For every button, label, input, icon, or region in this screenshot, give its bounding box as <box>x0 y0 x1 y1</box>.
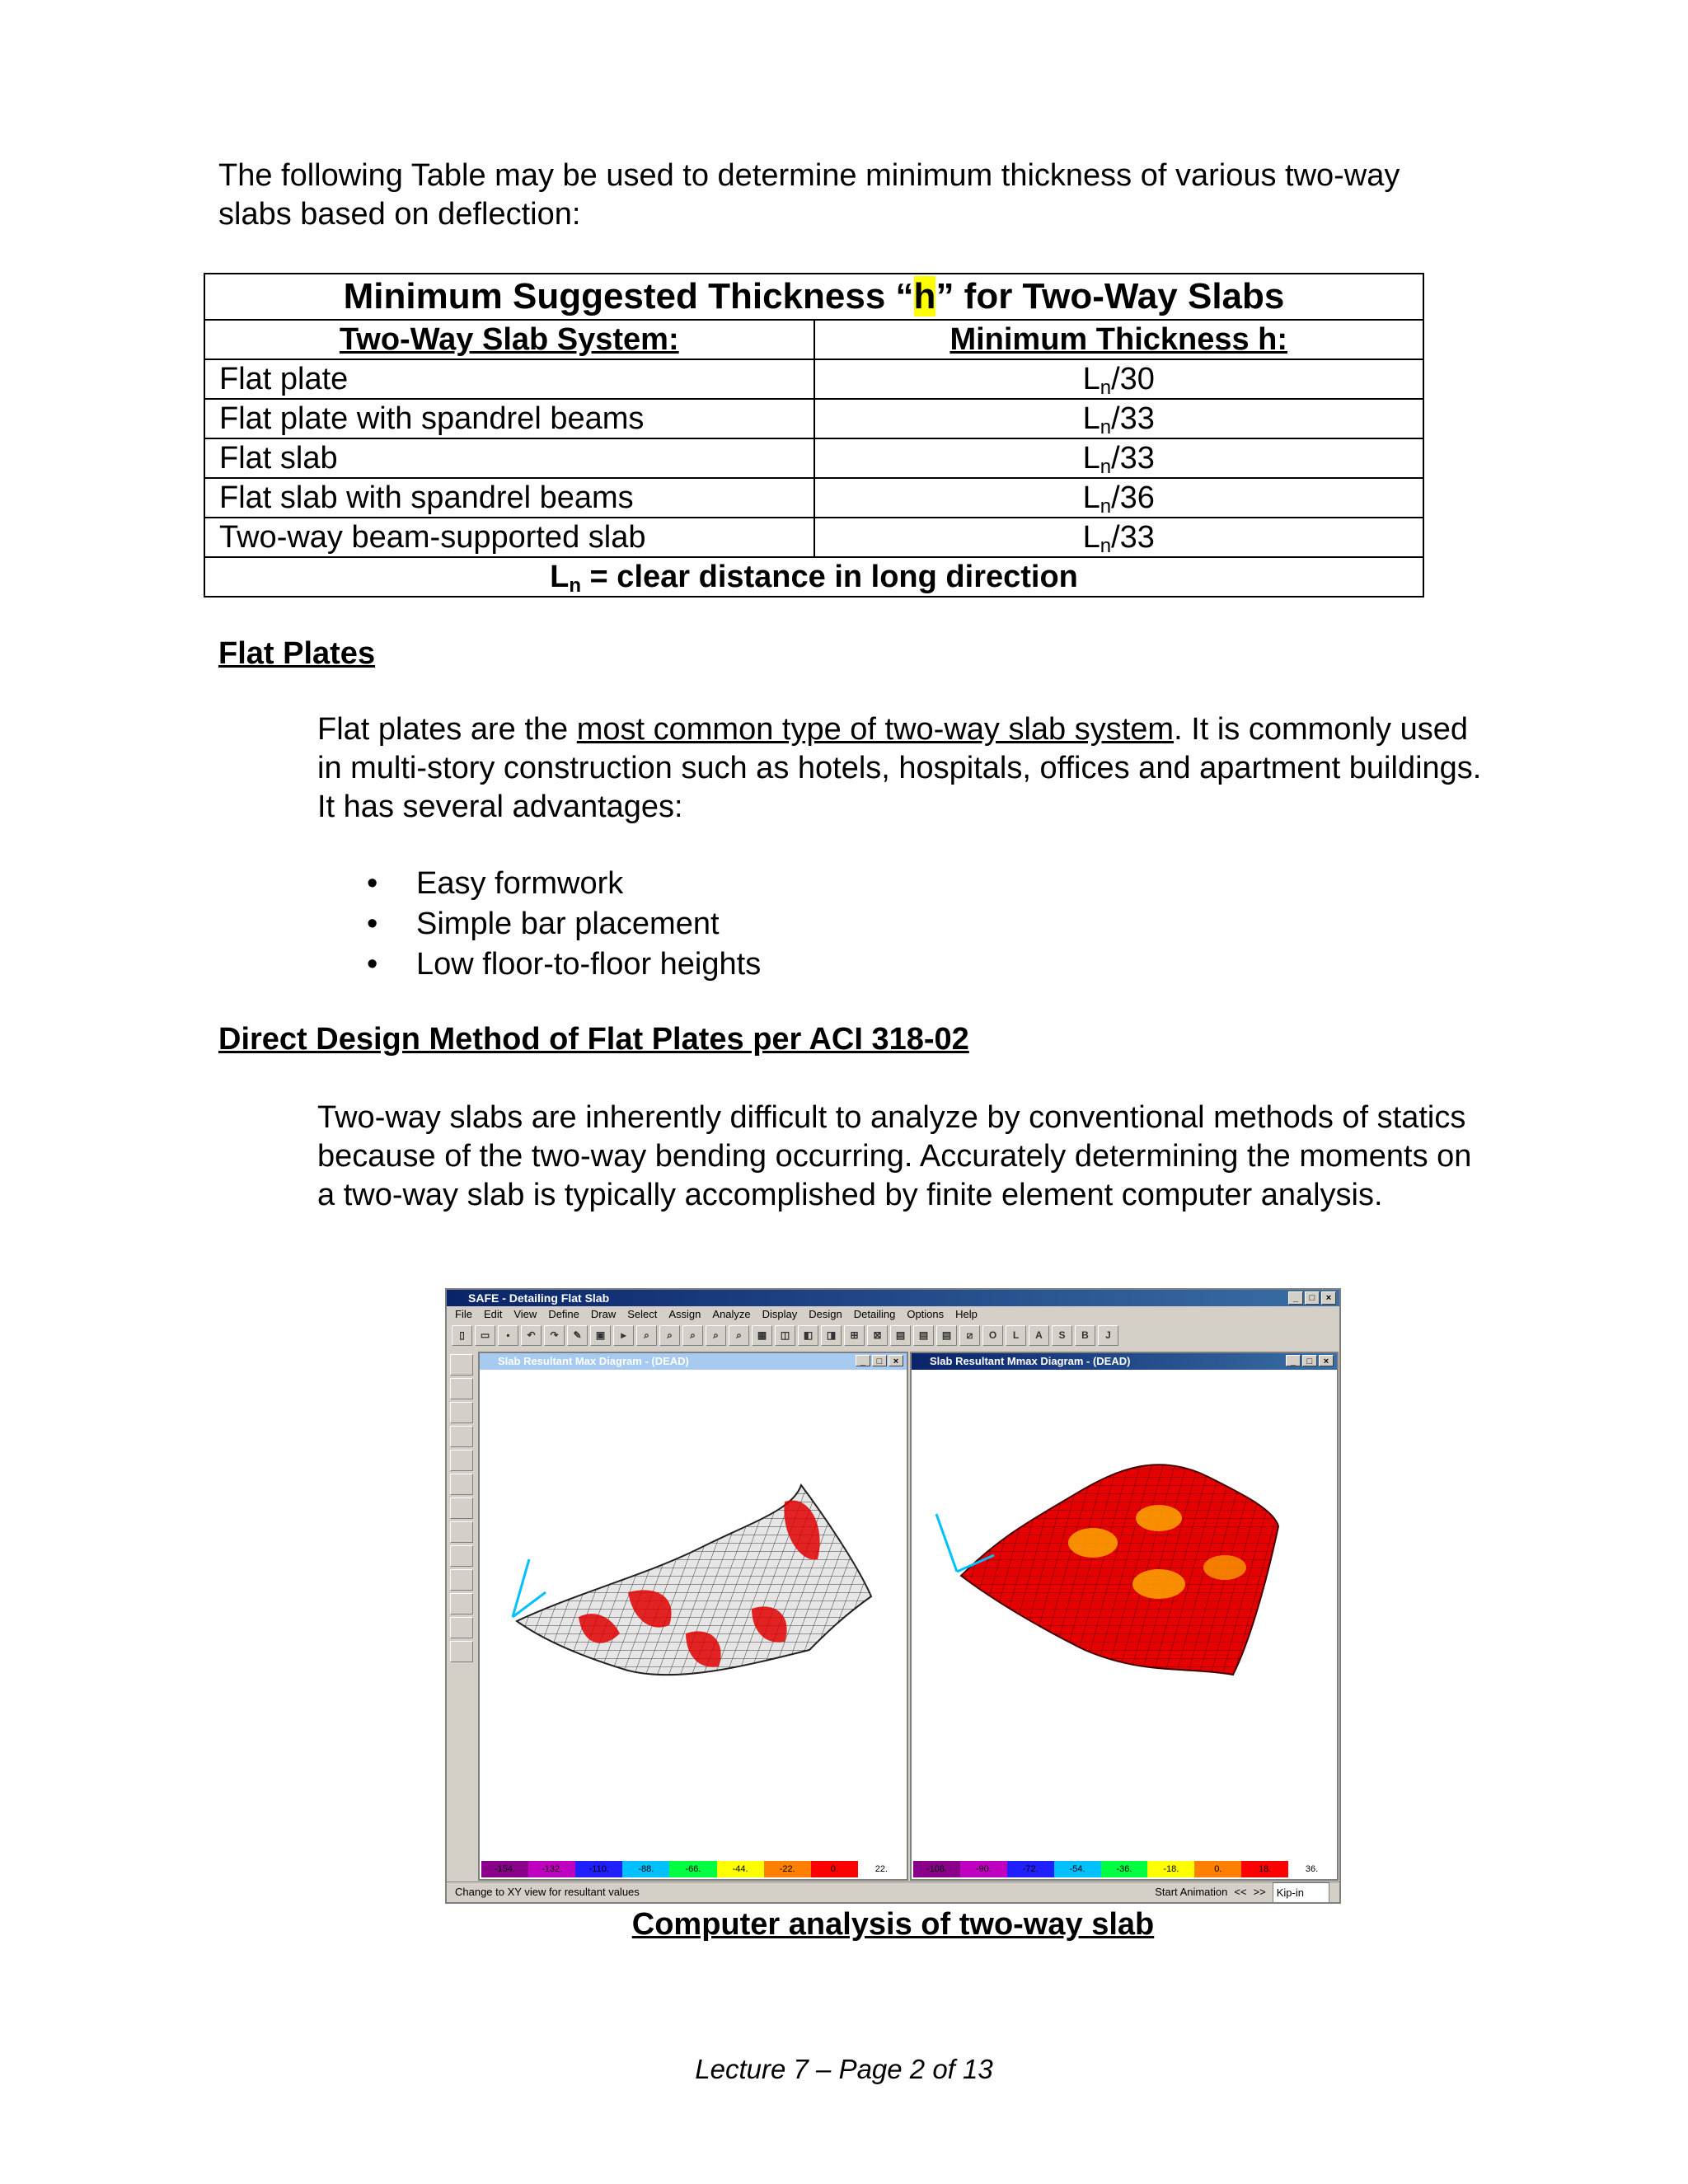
strip-icon[interactable] <box>450 1545 473 1567</box>
draw-wall-icon[interactable] <box>450 1521 473 1543</box>
safe-screenshot <box>445 1288 1341 1904</box>
pan-icon[interactable]: ⌕ <box>729 1325 749 1346</box>
zoom-window-icon[interactable]: ⌕ <box>636 1325 657 1346</box>
minimize-icon: _ <box>1286 1355 1301 1366</box>
menu-file[interactable]: File <box>455 1308 472 1320</box>
refresh-icon[interactable]: ▦ <box>752 1325 772 1346</box>
window-title: Slab Resultant Mmax Diagram - (DEAD) _ □ × <box>912 1353 1337 1370</box>
menu-select[interactable]: Select <box>627 1308 658 1320</box>
app-titlebar: SAFE - Detailing Flat Slab _ □ × <box>447 1290 1339 1306</box>
left-toolbar <box>448 1352 475 1884</box>
menu-analyze[interactable]: Analyze <box>712 1308 751 1320</box>
menu-draw[interactable]: Draw <box>590 1308 617 1320</box>
draw-beam-icon[interactable] <box>450 1497 473 1519</box>
col-header-system: Two-Way Slab System: <box>204 320 814 359</box>
menu-options[interactable]: Options <box>907 1308 945 1320</box>
tool-l-icon[interactable]: L <box>1006 1325 1026 1346</box>
diagonal-icon[interactable]: ⧄ <box>959 1325 980 1346</box>
zoom-out-icon[interactable]: ⌕ <box>682 1325 703 1346</box>
menu-assign[interactable]: Assign <box>668 1308 701 1320</box>
maximize-icon[interactable]: □ <box>1305 1291 1320 1305</box>
color-legend-1: -154. -132. -110. -88. -66. -44. -22. 0. 22. <box>481 1861 905 1877</box>
maximize-icon: □ <box>872 1355 887 1366</box>
table-row: Flat slab with spandrel beams $L_n/36$ <box>204 478 1423 518</box>
menu-define[interactable]: Define <box>548 1308 579 1320</box>
reshape-icon[interactable] <box>450 1378 473 1399</box>
window-title: Slab Resultant Max Diagram - (DEAD) _ □ × <box>480 1353 907 1370</box>
close-icon[interactable]: × <box>1321 1291 1336 1305</box>
draw-point-icon[interactable] <box>450 1402 473 1423</box>
lock-icon[interactable]: ▣ <box>590 1325 611 1346</box>
slab-mesh-plot-2 <box>912 1370 1337 1864</box>
col-header-thickness: Minimum Thickness h: <box>814 320 1424 359</box>
tool-a-icon[interactable]: A <box>1029 1325 1049 1346</box>
close-icon: × <box>1319 1355 1334 1366</box>
zoom-prev-icon[interactable]: ⌕ <box>706 1325 726 1346</box>
draw-area-icon[interactable] <box>450 1450 473 1471</box>
grid-icon[interactable]: ⊞ <box>844 1325 865 1346</box>
advantages-list <box>367 864 761 985</box>
pointer-icon[interactable] <box>450 1354 473 1376</box>
select-icon[interactable]: ⊠ <box>867 1325 888 1346</box>
flat-plates-heading: Flat Plates <box>218 636 376 671</box>
zoom-in-icon[interactable]: ⌕ <box>659 1325 680 1346</box>
view-plan-icon[interactable]: ◨ <box>821 1325 842 1346</box>
table-row: Flat plate $L_n/30$ <box>204 359 1423 399</box>
status-bar: Change to XY view for resultant values Start Animation << >> Kip-in <box>447 1882 1339 1902</box>
run-icon[interactable]: ▸ <box>613 1325 634 1346</box>
next-frame-button[interactable]: >> <box>1253 1886 1266 1898</box>
window-mmax-diagram[interactable] <box>910 1352 1339 1881</box>
start-animation-button[interactable]: Start Animation <box>1155 1886 1228 1898</box>
menu-view[interactable]: View <box>513 1308 537 1320</box>
table2-icon[interactable]: ▤ <box>913 1325 934 1346</box>
slab-mesh-plot-1 <box>480 1370 907 1864</box>
thickness-table <box>204 273 1424 598</box>
pencil-icon[interactable]: ✎ <box>567 1325 588 1346</box>
menu-display[interactable]: Display <box>762 1308 798 1320</box>
tool-b-icon[interactable]: B <box>1075 1325 1095 1346</box>
color-legend-2: -108. -90. -72. -54. -36. -18. 0. 18. 36. <box>913 1861 1335 1877</box>
table3-icon[interactable]: ▤ <box>936 1325 957 1346</box>
menu-edit[interactable]: Edit <box>483 1308 503 1320</box>
list-item: • Simple bar placement <box>367 904 761 944</box>
window-max-diagram[interactable] <box>478 1352 908 1881</box>
prev-frame-button[interactable]: << <box>1234 1886 1247 1898</box>
table-row: Flat plate with spandrel beams $L_n/33$ <box>204 399 1423 438</box>
units-select[interactable]: Kip-in <box>1273 1882 1329 1904</box>
ddm-paragraph: Two-way slabs are inherently difficult to analyze by conventional methods of statics because of the two-way bending occurring. Accurately determining the moments on a two-way slab is typically accomplished by finite element computer analysis. <box>317 1100 1472 1212</box>
redo-icon[interactable]: ↷ <box>544 1325 565 1346</box>
view-3d-icon[interactable]: ◫ <box>775 1325 795 1346</box>
toolbar <box>447 1323 1339 1347</box>
menu-design[interactable]: Design <box>809 1308 842 1320</box>
open-icon[interactable]: ▭ <box>475 1325 495 1346</box>
table-row: Flat slab $L_n/33$ <box>204 438 1423 478</box>
flat-plates-paragraph: Flat plates are the most common type of two-way slab system. It is commonly used in multi-story construction such as hotels, hospitals, offices and apartment buildings. It has several advantages: <box>317 712 1482 824</box>
figure-caption: Computer analysis of two-way slab <box>631 1907 1155 1942</box>
tool-j-icon[interactable]: J <box>1098 1325 1118 1346</box>
draw-line-icon[interactable] <box>450 1426 473 1447</box>
table-icon[interactable]: ▤ <box>890 1325 911 1346</box>
maximize-icon: □ <box>1302 1355 1317 1366</box>
snap2-icon[interactable] <box>450 1617 473 1638</box>
draw-rect-icon[interactable] <box>450 1474 473 1495</box>
menu-help[interactable]: Help <box>955 1308 978 1320</box>
table-title: Minimum Suggested Thickness “h” for Two-Way Slabs <box>204 274 1423 320</box>
snap-icon[interactable] <box>450 1593 473 1615</box>
tool-s-icon[interactable]: S <box>1052 1325 1072 1346</box>
table-footnote: $L_n$ = clear distance in long direction <box>204 557 1423 597</box>
view-xy-icon[interactable]: ◧ <box>798 1325 818 1346</box>
intro-paragraph: The following Table may be used to determine minimum thickness of various two-way slabs based on deflection: <box>218 158 1400 232</box>
column-icon[interactable] <box>450 1569 473 1591</box>
snap3-icon[interactable] <box>450 1641 473 1662</box>
list-item: • Low floor-to-floor heights <box>367 944 761 985</box>
undo-icon[interactable]: ↶ <box>521 1325 542 1346</box>
page-footer: Lecture 7 – Page 2 of 13 <box>695 2054 993 2084</box>
highlighted-h: h <box>913 276 936 316</box>
menu-detailing[interactable]: Detailing <box>853 1308 896 1320</box>
minimize-icon: _ <box>856 1355 870 1366</box>
save-icon[interactable]: ▪ <box>498 1325 518 1346</box>
new-icon[interactable]: ▯ <box>452 1325 472 1346</box>
minimize-icon[interactable]: _ <box>1288 1291 1303 1305</box>
table-row: Two-way beam-supported slab $L_n/33$ <box>204 518 1423 557</box>
list-item: • Easy formwork <box>367 864 761 904</box>
tool-o-icon[interactable]: O <box>982 1325 1003 1346</box>
close-icon: × <box>889 1355 903 1366</box>
menubar <box>447 1306 1339 1323</box>
ddm-heading: Direct Design Method of Flat Plates per ACI 318-02 <box>218 1022 969 1057</box>
